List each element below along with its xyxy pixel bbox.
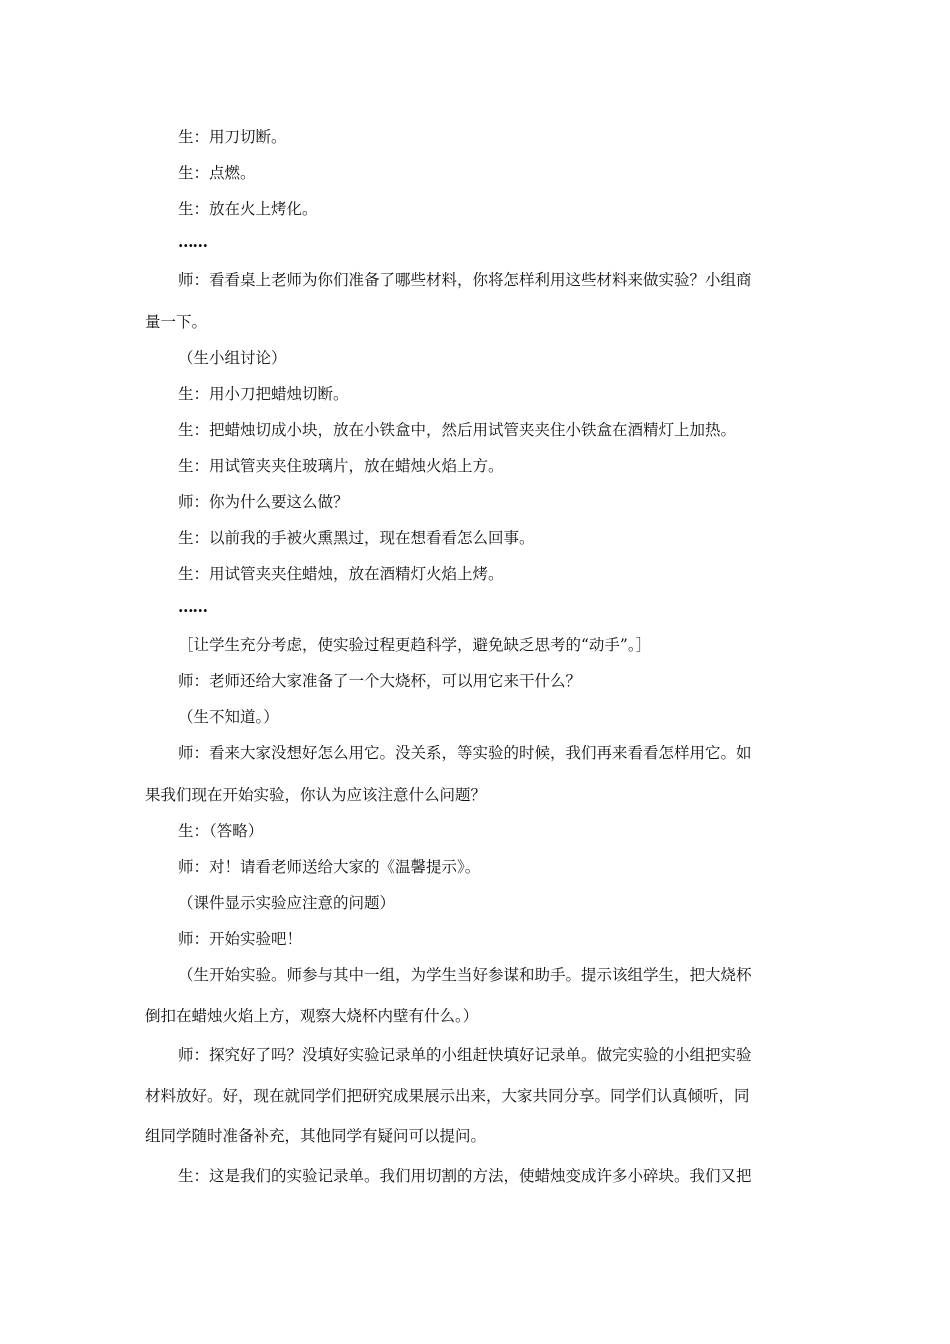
text-line: （生不知道。） <box>178 708 279 726</box>
text-line: 生：用试管夹夹住蜡烛，放在酒精灯火焰上烤。 <box>178 565 504 583</box>
text-line: 师：你为什么要这么做？ <box>178 493 349 511</box>
text-line: 组同学随时准备补充，其他同学有疑问可以提问。 <box>145 1127 487 1145</box>
text-line: 生：把蜡烛切成小块，放在小铁盒中，然后用试管夹夹住小铁盒在酒精灯上加热。 <box>178 421 737 439</box>
text-line: 师：看看桌上老师为你们准备了哪些材料，你将怎样利用这些材料来做实验？小组商 <box>178 271 752 289</box>
text-line: 生：以前我的手被火熏黑过，现在想看看怎么回事。 <box>178 529 535 547</box>
ellipsis-line: …… <box>178 597 207 616</box>
text-line: 生：用试管夹夹住玻璃片，放在蜡烛火焰上方。 <box>178 457 504 475</box>
text-line: 量一下。 <box>145 313 208 331</box>
text-line: 生：这是我们的实验记录单。我们用切割的方法，使蜡烛变成许多小碎块。我们又把 <box>178 1167 752 1185</box>
text-line: 果我们现在开始实验，你认为应该注意什么问题？ <box>145 786 487 804</box>
text-line: 师：老师还给大家准备了一个大烧杯，可以用它来干什么？ <box>178 672 582 690</box>
text-line: （课件显示实验应注意的问题） <box>178 894 396 912</box>
text-line: 师：探究好了吗？没填好实验记录单的小组赶快填好记录单。做完实验的小组把实验 <box>178 1046 752 1064</box>
text-line: 材料放好。好，现在就同学们把研究成果展示出来，大家共同分享。同学们认真倾听，同 <box>145 1087 750 1105</box>
text-line: 师：看来大家没想好怎么用它。没关系，等实验的时候，我们再来看看怎样用它。如 <box>178 744 752 762</box>
text-line: 生：用小刀把蜡烛切断。 <box>178 385 349 403</box>
text-line: 生：用刀切断。 <box>178 128 287 146</box>
text-line: 倒扣在蜡烛火焰上方，观察大烧杯内壁有什么。） <box>145 1007 479 1025</box>
text-line: ［让学生充分考虑，使实验过程更趋科学，避免缺乏思考的“动手”。］ <box>178 636 652 654</box>
text-line: 生：点燃。 <box>178 164 256 182</box>
text-line: 生：放在火上烤化。 <box>178 200 318 218</box>
text-line: （生开始实验。师参与其中一组，为学生当好参谋和助手。提示该组学生，把大烧杯 <box>178 966 752 984</box>
ellipsis-line: …… <box>178 232 207 251</box>
text-line: 师：开始实验吧！ <box>178 930 303 948</box>
text-line: 师：对！请看老师送给大家的《温馨提示》。 <box>178 858 481 876</box>
text-line: （生小组讨论） <box>178 349 287 367</box>
text-line: 生：（答略） <box>178 822 264 840</box>
